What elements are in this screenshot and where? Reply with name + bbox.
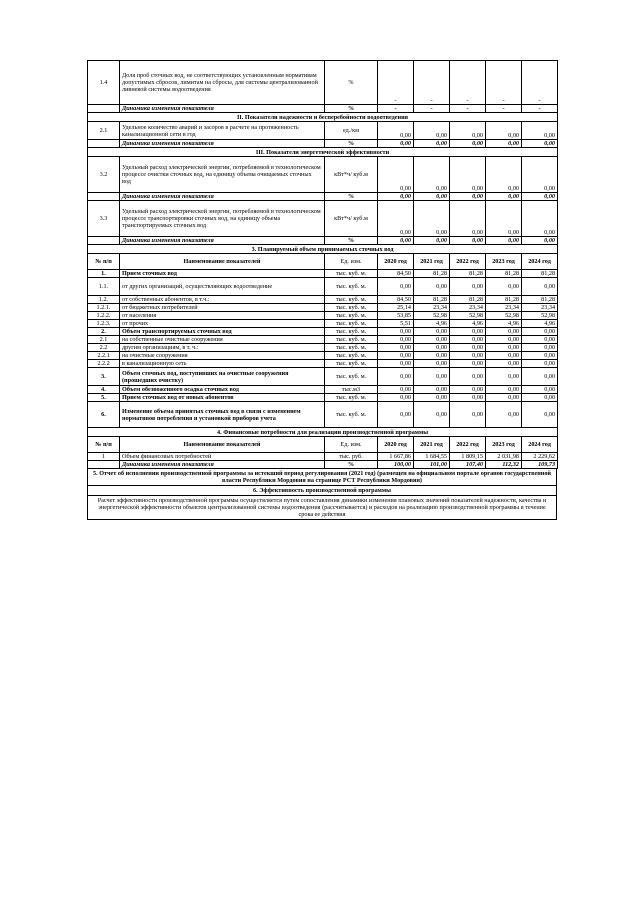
value-2023: 0,00 (486, 344, 522, 352)
row-2-1 (88, 122, 558, 140)
row-unit: тыс. куб. м. (325, 320, 378, 328)
row-num: 5. (88, 394, 120, 402)
row-name: Динамика изменения показателя (120, 237, 325, 245)
value-2022: - (450, 105, 486, 113)
header-year: 2022 год (450, 437, 486, 453)
header-year: 2020 год (378, 254, 414, 270)
row-name: Удельное количество аварий и засоров в расчете на протяженность канализационной сети в год (120, 122, 325, 140)
value-2021: - (414, 105, 450, 113)
row-num: 2.1 (88, 122, 120, 140)
row-unit: ед./км (325, 122, 378, 140)
value-2021: 0,00 (414, 368, 450, 386)
table-header (88, 437, 558, 453)
value-2021: 0,00 (414, 278, 450, 296)
value-2024: 0,00 (522, 344, 558, 352)
row-dynamics (88, 193, 558, 201)
table-row (88, 270, 558, 278)
value-2023: 0,00 (486, 394, 522, 402)
value-2023: 0,00 (486, 360, 522, 368)
row-unit: % (325, 193, 378, 201)
value-2024: 0,00 (522, 140, 558, 148)
row-name: в канализационную сеть (120, 360, 325, 368)
value-2020: 0,00 (378, 394, 414, 402)
value-2020: 0,00 (378, 344, 414, 352)
value-2021: 0,00 (414, 394, 450, 402)
row-unit: тыс. куб. м. (325, 328, 378, 336)
value-2020: 0,00 (378, 278, 414, 296)
value-2022: 0,00 (450, 352, 486, 360)
value-2024: 109,73 (522, 461, 558, 469)
value-2022: 0,00 (450, 328, 486, 336)
row-num: 3. (88, 368, 120, 386)
row-unit: тыс. руб. (325, 453, 378, 461)
value-2022: 0,00 (450, 157, 486, 193)
value-2022: 0,00 (450, 201, 486, 237)
row-name: Объем сточных вод, поступивших на очистные сооружения (прошедших очистку) (120, 368, 325, 386)
value-2020: 0,00 (378, 237, 414, 245)
value-2020: 0,00 (378, 360, 414, 368)
row-num: 3.2 (88, 157, 120, 193)
value-2022: 0,00 (450, 140, 486, 148)
value-2020: 84,50 (378, 296, 414, 304)
row-name: Удельный расход электрической энергии, потребляемой в технологическом процессе очистки сточных вод, на единицу объема очищаемых сточных вод (120, 157, 325, 193)
table-row (88, 394, 558, 402)
value-2020: 0,00 (378, 352, 414, 360)
section-6-text: Расчет эффективности производственной программы осуществляется путем сопоставления динамики изменения плановых значений показателей надежности, качества и энергетической эффективности объектов централизованной системы водоотведения (рассчитывается) и расходов на реализацию производственной программы в течение срока ее действия (87, 496, 557, 520)
row-num: 2.2.1 (88, 352, 120, 360)
value-2024: 0,00 (522, 193, 558, 201)
value-2024: 0,00 (522, 352, 558, 360)
table-row (88, 312, 558, 320)
value-2020: 0,00 (378, 193, 414, 201)
value-2024: 0,00 (522, 386, 558, 394)
value-2023: 112,32 (486, 461, 522, 469)
value-2020: 0,00 (378, 122, 414, 140)
value-2021: 0,00 (414, 386, 450, 394)
row-num: 2.2.2 (88, 360, 120, 368)
value-2024: 4,96 (522, 320, 558, 328)
row-num: 1.2.3. (88, 320, 120, 328)
value-2021: 23,34 (414, 304, 450, 312)
indicators-table (87, 60, 558, 245)
value-2024: 0,00 (522, 122, 558, 140)
row-unit: % (325, 140, 378, 148)
value-2022: 0,00 (450, 386, 486, 394)
value-2021: 0,00 (414, 344, 450, 352)
finance-table (87, 428, 558, 469)
header-unit: Ед. изм. (325, 254, 378, 270)
row-dynamics (88, 105, 558, 113)
row-name: от собственных абонентов, в т.ч.: (120, 296, 325, 304)
value-2024: - (522, 61, 558, 105)
value-2021: 0,00 (414, 122, 450, 140)
row-unit: тыс. куб. м. (325, 402, 378, 428)
row-unit: тыс. куб. м. (325, 368, 378, 386)
row-name: другим организациям, в т. ч.: (120, 344, 325, 352)
value-2024: 23,34 (522, 304, 558, 312)
value-2023: - (486, 61, 522, 105)
header-year: 2021 год (414, 437, 450, 453)
value-2023: 0,00 (486, 193, 522, 201)
value-2021: 0,00 (414, 201, 450, 237)
header-unit: Ед. изм. (325, 437, 378, 453)
value-2020: - (378, 61, 414, 105)
row-unit: тыс. куб. м. (325, 304, 378, 312)
row-name: Динамика изменения показателя (120, 461, 325, 469)
value-2021: 1 684,55 (414, 453, 450, 461)
row-dynamics (88, 461, 558, 469)
row-num: 2.1 (88, 336, 120, 344)
table-row (88, 344, 558, 352)
value-2023: 0,00 (486, 201, 522, 237)
value-2022: 0,00 (450, 344, 486, 352)
value-2023: - (486, 105, 522, 113)
value-2023: 4,96 (486, 320, 522, 328)
header-year: 2021 год (414, 254, 450, 270)
value-2021: 0,00 (414, 157, 450, 193)
value-2021: 0,00 (414, 360, 450, 368)
value-2023: 0,00 (486, 278, 522, 296)
value-2020: 0,00 (378, 157, 414, 193)
value-2021: 0,00 (414, 237, 450, 245)
value-2024: 0,00 (522, 368, 558, 386)
row-name: Прием сточных вод от новых абонентов (120, 394, 325, 402)
table-row (88, 360, 558, 368)
value-2023: 0,00 (486, 237, 522, 245)
row-name: Объем обезвоженного осадка сточных вод (120, 386, 325, 394)
value-2024: 0,00 (522, 336, 558, 344)
value-2022: 0,00 (450, 336, 486, 344)
value-2024: 0,00 (522, 360, 558, 368)
row-name: Динамика изменения показателя (120, 140, 325, 148)
section-title: 3. Планируемый объем принимаемых сточных вод (88, 245, 558, 254)
value-2022: 0,00 (450, 360, 486, 368)
value-2022: 81,28 (450, 270, 486, 278)
value-2020: 0,00 (378, 402, 414, 428)
table-header (88, 254, 558, 270)
row-unit: тыс. куб. м. (325, 360, 378, 368)
row-dynamics (88, 140, 558, 148)
table-row (88, 278, 558, 296)
value-2022: 107,40 (450, 461, 486, 469)
row-unit: тыс. куб. м. (325, 394, 378, 402)
value-2023: 0,00 (486, 157, 522, 193)
value-2024: 0,00 (522, 328, 558, 336)
value-2023: 2 031,98 (486, 453, 522, 461)
table-row (88, 368, 558, 386)
section-title: II. Показатели надежности и бесперебойности водоотведения (88, 113, 558, 122)
value-2023: 0,00 (486, 402, 522, 428)
value-2024: 0,00 (522, 237, 558, 245)
row-name: Изменение объема принятых сточных вод в связи с изменением нормативов потребления и установкой приборов учета (120, 402, 325, 428)
value-2022: 0,00 (450, 122, 486, 140)
row-num: 1.2. (88, 296, 120, 304)
value-2023: 0,00 (486, 386, 522, 394)
header-year: 2024 год (522, 254, 558, 270)
header-year: 2020 год (378, 437, 414, 453)
value-2022: 0,00 (450, 368, 486, 386)
row-num: 2.2 (88, 344, 120, 352)
row-unit: тыс. куб. м. (325, 344, 378, 352)
value-2021: 81,28 (414, 270, 450, 278)
value-2020: 25,14 (378, 304, 414, 312)
table-row (88, 402, 558, 428)
value-2021: 52,98 (414, 312, 450, 320)
row-unit: кВт*ч/ куб.м (325, 201, 378, 237)
value-2020: 1 667,86 (378, 453, 414, 461)
value-2020: 5,51 (378, 320, 414, 328)
header-name: Наименование показателей (120, 437, 325, 453)
table-row (88, 386, 558, 394)
value-2021: 81,28 (414, 296, 450, 304)
value-2020: 0,00 (378, 201, 414, 237)
table-row (88, 296, 558, 304)
row-unit: тыс. куб. м. (325, 336, 378, 344)
table-row (88, 320, 558, 328)
value-2021: - (414, 61, 450, 105)
value-2024: 2 229,62 (522, 453, 558, 461)
value-2024: 0,00 (522, 278, 558, 296)
header-year: 2023 год (486, 254, 522, 270)
value-2022: 0,00 (450, 193, 486, 201)
row-num: 4. (88, 386, 120, 394)
row-unit: тыс. куб. м. (325, 270, 378, 278)
value-2022: 52,98 (450, 312, 486, 320)
value-2021: 101,00 (414, 461, 450, 469)
value-2022: - (450, 61, 486, 105)
row-name: от прочих (120, 320, 325, 328)
row-name: на очистные сооружения (120, 352, 325, 360)
value-2024: 0,00 (522, 201, 558, 237)
value-2020: 53,85 (378, 312, 414, 320)
value-2023: 81,28 (486, 296, 522, 304)
row-name: на собственные очистные сооружения (120, 336, 325, 344)
value-2020: 0,00 (378, 386, 414, 394)
value-2022: 0,00 (450, 278, 486, 296)
value-2022: 81,28 (450, 296, 486, 304)
row-unit: кВт*ч/ куб.м (325, 157, 378, 193)
value-2021: 0,00 (414, 336, 450, 344)
row-name: от других организаций, осуществляющих водоотведение (120, 278, 325, 296)
value-2020: 0,00 (378, 368, 414, 386)
row-1-4 (88, 61, 558, 105)
volume-table (87, 245, 558, 428)
row-unit: тыс. куб. м. (325, 312, 378, 320)
row-unit: % (325, 237, 378, 245)
value-2023: 23,34 (486, 304, 522, 312)
value-2021: 0,00 (414, 140, 450, 148)
section-title: III. Показатели энергетической эффективности (88, 148, 558, 157)
row-name: Динамика изменения показателя (120, 193, 325, 201)
row-unit: % (325, 461, 378, 469)
value-2020: 0,00 (378, 140, 414, 148)
value-2021: 4,96 (414, 320, 450, 328)
row-unit: тыс.м3 (325, 386, 378, 394)
value-2023: 0,00 (486, 328, 522, 336)
value-2024: 0,00 (522, 402, 558, 428)
finance-row (88, 453, 558, 461)
value-2023: 0,00 (486, 140, 522, 148)
value-2024: 52,98 (522, 312, 558, 320)
value-2023: 0,00 (486, 122, 522, 140)
row-3-2 (88, 157, 558, 193)
row-dynamics (88, 237, 558, 245)
header-year: 2024 год (522, 437, 558, 453)
header-year: 2023 год (486, 437, 522, 453)
value-2024: 0,00 (522, 157, 558, 193)
header-name: Наименование показателей (120, 254, 325, 270)
section-title: 4. Финансовые потребности для реализации производственной программы (88, 428, 558, 437)
value-2020: 100,00 (378, 461, 414, 469)
value-2024: 81,28 (522, 296, 558, 304)
value-2022: 0,00 (450, 237, 486, 245)
row-num: 1.4 (88, 61, 120, 105)
value-2023: 52,98 (486, 312, 522, 320)
header-year: 2022 год (450, 254, 486, 270)
header-num: № п/п (88, 437, 120, 453)
row-num: 2. (88, 328, 120, 336)
value-2024: - (522, 105, 558, 113)
document-page (87, 60, 557, 520)
value-2022: 23,34 (450, 304, 486, 312)
row-num: 1.1. (88, 278, 120, 296)
table-row (88, 328, 558, 336)
header-num: № п/п (88, 254, 120, 270)
row-unit: тыс. куб. м. (325, 278, 378, 296)
row-unit: тыс. куб. м. (325, 352, 378, 360)
row-name: Прием сточных вод (120, 270, 325, 278)
row-name: Объем финансовых потребностей (120, 453, 325, 461)
row-3-3 (88, 201, 558, 237)
row-num: 1. (88, 270, 120, 278)
value-2023: 0,00 (486, 336, 522, 344)
value-2020: - (378, 105, 414, 113)
value-2023: 0,00 (486, 368, 522, 386)
value-2022: 1 809,15 (450, 453, 486, 461)
row-name: Доля проб сточных вод, не соответствующих установленным нормативам допустимых сбросов, лимитам на сбросы, для системы централизованной ливневой системы водоотведения (120, 61, 325, 105)
row-num: 3.3 (88, 201, 120, 237)
table-row (88, 304, 558, 312)
row-unit: тыс. куб. м. (325, 296, 378, 304)
section-6-title: 6. Эффективность производственной программы (87, 486, 557, 496)
row-unit: % (325, 61, 378, 105)
value-2022: 0,00 (450, 394, 486, 402)
value-2022: 4,96 (450, 320, 486, 328)
value-2021: 0,00 (414, 328, 450, 336)
value-2023: 0,00 (486, 352, 522, 360)
value-2020: 84,50 (378, 270, 414, 278)
value-2020: 0,00 (378, 336, 414, 344)
row-name: Удельный расход электрической энергии, потребляемой в технологическом процессе транспортировки сточных вод, на единицу объема транспортируемых сточных вод (120, 201, 325, 237)
row-unit: % (325, 105, 378, 113)
value-2021: 0,00 (414, 402, 450, 428)
row-num: 1.2.1. (88, 304, 120, 312)
value-2023: 81,28 (486, 270, 522, 278)
row-name: Динамика изменения показателя (120, 105, 325, 113)
value-2024: 0,00 (522, 394, 558, 402)
value-2021: 0,00 (414, 352, 450, 360)
value-2022: 0,00 (450, 402, 486, 428)
row-num: 6. (88, 402, 120, 428)
table-row (88, 336, 558, 344)
row-name: Объем транспортируемых сточных вод (120, 328, 325, 336)
volume-rows (88, 270, 558, 428)
row-name: от бюджетных потребителей (120, 304, 325, 312)
row-num: 1 (88, 453, 120, 461)
value-2020: 0,00 (378, 328, 414, 336)
value-2024: 81,28 (522, 270, 558, 278)
row-name: от населения (120, 312, 325, 320)
table-row (88, 352, 558, 360)
row-num: 1.2.2. (88, 312, 120, 320)
value-2021: 0,00 (414, 193, 450, 201)
section-5-report: 5. Отчет об исполнении производственной программы за истекший период регулирования (2021 год) (размещен на официальном портале органов государственной власти Республики Мордовия на странице РСТ Республики Мордовия) (87, 469, 557, 486)
